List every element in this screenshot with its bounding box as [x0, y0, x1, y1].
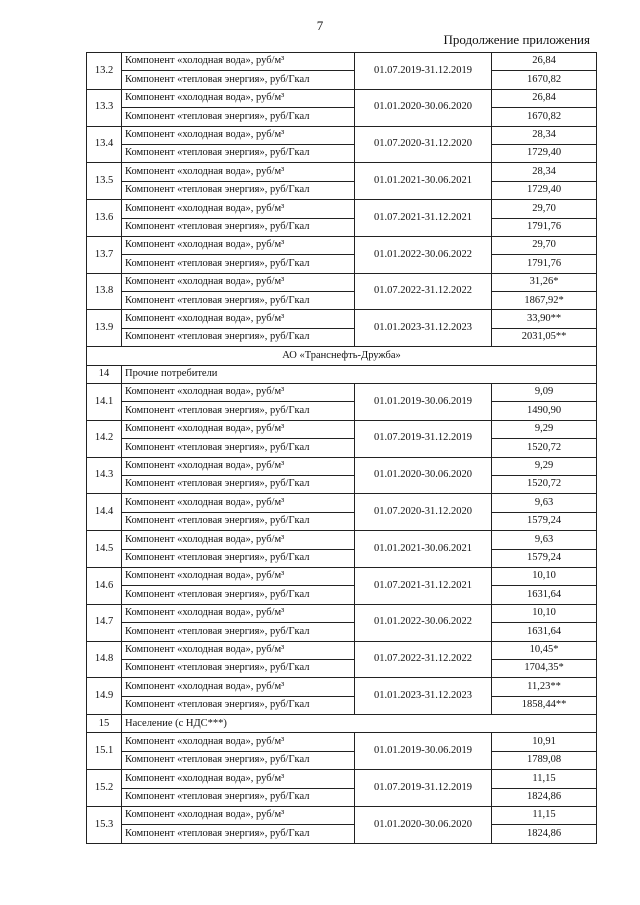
cold-water-rate: 9,63	[492, 531, 597, 549]
table-row	[87, 236, 597, 254]
heat-energy-rate: 1729,40	[492, 181, 597, 199]
cold-water-label: Компонент «холодная вода», руб/м³	[122, 604, 355, 622]
heat-energy-rate: 2031,05**	[492, 328, 597, 346]
heat-energy-rate: 1858,44**	[492, 696, 597, 714]
heat-energy-rate: 1579,24	[492, 549, 597, 567]
heat-energy-label: Компонент «тепловая энергия», руб/Гкал	[122, 788, 355, 806]
cold-water-rate: 11,15	[492, 807, 597, 825]
heat-energy-label: Компонент «тепловая энергия», руб/Гкал	[122, 623, 355, 641]
heat-energy-label: Компонент «тепловая энергия», руб/Гкал	[122, 475, 355, 493]
table-row	[87, 623, 597, 641]
table-row	[87, 807, 597, 825]
tariff-table	[86, 52, 597, 844]
cold-water-label: Компонент «холодная вода», руб/м³	[122, 89, 355, 107]
table-row	[87, 273, 597, 291]
item-number: 14.7	[87, 604, 122, 641]
item-number: 13.9	[87, 310, 122, 347]
item-number: 14.6	[87, 567, 122, 604]
table-row	[87, 475, 597, 493]
table-row	[87, 144, 597, 162]
item-number: 14.1	[87, 384, 122, 421]
heat-energy-label: Компонент «тепловая энергия», руб/Гкал	[122, 181, 355, 199]
item-number: 13.4	[87, 126, 122, 163]
category-number: 14	[87, 365, 122, 383]
period: 01.01.2023-31.12.2023	[355, 678, 492, 715]
heat-energy-label: Компонент «тепловая энергия», руб/Гкал	[122, 549, 355, 567]
category-row	[87, 365, 597, 383]
heat-energy-rate: 1704,35*	[492, 659, 597, 677]
item-number: 14.3	[87, 457, 122, 494]
heat-energy-rate: 1729,40	[492, 144, 597, 162]
heat-energy-label: Компонент «тепловая энергия», руб/Гкал	[122, 751, 355, 769]
table-row	[87, 549, 597, 567]
item-number: 15.3	[87, 807, 122, 844]
heat-energy-rate: 1490,90	[492, 402, 597, 420]
cold-water-label: Компонент «холодная вода», руб/м³	[122, 641, 355, 659]
table-row	[87, 71, 597, 89]
category-title: Население (с НДС***)	[122, 715, 597, 733]
heat-energy-rate: 1631,64	[492, 586, 597, 604]
item-number: 14.9	[87, 678, 122, 715]
cold-water-label: Компонент «холодная вода», руб/м³	[122, 770, 355, 788]
table-row	[87, 494, 597, 512]
cold-water-rate: 11,15	[492, 770, 597, 788]
table-row	[87, 310, 597, 328]
cold-water-label: Компонент «холодная вода», руб/м³	[122, 567, 355, 585]
cold-water-label: Компонент «холодная вода», руб/м³	[122, 678, 355, 696]
category-title: Прочие потребители	[122, 365, 597, 383]
cold-water-rate: 9,29	[492, 420, 597, 438]
table-row	[87, 163, 597, 181]
table-row	[87, 788, 597, 806]
cold-water-label: Компонент «холодная вода», руб/м³	[122, 200, 355, 218]
heat-energy-label: Компонент «тепловая энергия», руб/Гкал	[122, 696, 355, 714]
item-number: 15.1	[87, 733, 122, 770]
category-number: 15	[87, 715, 122, 733]
cold-water-label: Компонент «холодная вода», руб/м³	[122, 733, 355, 751]
table-row	[87, 770, 597, 788]
cold-water-label: Компонент «холодная вода», руб/м³	[122, 53, 355, 71]
cold-water-rate: 11,23**	[492, 678, 597, 696]
cold-water-rate: 10,91	[492, 733, 597, 751]
table-row	[87, 328, 597, 346]
cold-water-label: Компонент «холодная вода», руб/м³	[122, 384, 355, 402]
cold-water-rate: 9,63	[492, 494, 597, 512]
period: 01.01.2019-30.06.2019	[355, 384, 492, 421]
item-number: 13.3	[87, 89, 122, 126]
period: 01.07.2021-31.12.2021	[355, 567, 492, 604]
heat-energy-rate: 1579,24	[492, 512, 597, 530]
period: 01.01.2021-30.06.2021	[355, 531, 492, 568]
table-row	[87, 696, 597, 714]
table-row	[87, 733, 597, 751]
period: 01.07.2022-31.12.2022	[355, 641, 492, 678]
table-row	[87, 292, 597, 310]
heat-energy-label: Компонент «тепловая энергия», руб/Гкал	[122, 71, 355, 89]
table-row	[87, 641, 597, 659]
table-row	[87, 512, 597, 530]
period: 01.01.2020-30.06.2020	[355, 457, 492, 494]
table-row	[87, 181, 597, 199]
cold-water-label: Компонент «холодная вода», руб/м³	[122, 273, 355, 291]
heat-energy-label: Компонент «тепловая энергия», руб/Гкал	[122, 328, 355, 346]
cold-water-rate: 33,90**	[492, 310, 597, 328]
table-row	[87, 751, 597, 769]
table-row	[87, 384, 597, 402]
heat-energy-label: Компонент «тепловая энергия», руб/Гкал	[122, 402, 355, 420]
cold-water-label: Компонент «холодная вода», руб/м³	[122, 494, 355, 512]
cold-water-rate: 29,70	[492, 200, 597, 218]
period: 01.07.2020-31.12.2020	[355, 494, 492, 531]
table-row	[87, 108, 597, 126]
table-row	[87, 439, 597, 457]
heat-energy-label: Компонент «тепловая энергия», руб/Гкал	[122, 144, 355, 162]
item-number: 15.2	[87, 770, 122, 807]
table-row	[87, 126, 597, 144]
table-row	[87, 89, 597, 107]
table-row	[87, 200, 597, 218]
table-row	[87, 586, 597, 604]
table-row	[87, 678, 597, 696]
heat-energy-label: Компонент «тепловая энергия», руб/Гкал	[122, 439, 355, 457]
cold-water-label: Компонент «холодная вода», руб/м³	[122, 163, 355, 181]
page-number: 7	[316, 18, 324, 33]
cold-water-label: Компонент «холодная вода», руб/м³	[122, 807, 355, 825]
table-row	[87, 659, 597, 677]
continuation-caption: Продолжение приложения	[443, 32, 590, 47]
item-number: 14.8	[87, 641, 122, 678]
heat-energy-label: Компонент «тепловая энергия», руб/Гкал	[122, 512, 355, 530]
cold-water-rate: 26,84	[492, 53, 597, 71]
heat-energy-label: Компонент «тепловая энергия», руб/Гкал	[122, 659, 355, 677]
org-header-row	[87, 347, 597, 365]
table-row	[87, 604, 597, 622]
heat-energy-rate: 1824,86	[492, 788, 597, 806]
organization-name: АО «Транснефть-Дружба»	[87, 347, 597, 365]
period: 01.07.2019-31.12.2019	[355, 770, 492, 807]
tariff-table-body	[87, 53, 597, 844]
cold-water-label: Компонент «холодная вода», руб/м³	[122, 531, 355, 549]
heat-energy-label: Компонент «тепловая энергия», руб/Гкал	[122, 255, 355, 273]
cold-water-rate: 9,29	[492, 457, 597, 475]
heat-energy-rate: 1670,82	[492, 108, 597, 126]
heat-energy-rate: 1520,72	[492, 475, 597, 493]
heat-energy-rate: 1520,72	[492, 439, 597, 457]
cold-water-rate: 10,10	[492, 604, 597, 622]
cold-water-rate: 29,70	[492, 236, 597, 254]
item-number: 13.8	[87, 273, 122, 310]
heat-energy-rate: 1791,76	[492, 255, 597, 273]
heat-energy-rate: 1670,82	[492, 71, 597, 89]
period: 01.01.2020-30.06.2020	[355, 89, 492, 126]
cold-water-rate: 26,84	[492, 89, 597, 107]
cold-water-label: Компонент «холодная вода», руб/м³	[122, 310, 355, 328]
cold-water-label: Компонент «холодная вода», руб/м³	[122, 457, 355, 475]
cold-water-label: Компонент «холодная вода», руб/м³	[122, 236, 355, 254]
item-number: 13.2	[87, 53, 122, 90]
heat-energy-label: Компонент «тепловая энергия», руб/Гкал	[122, 825, 355, 843]
heat-energy-label: Компонент «тепловая энергия», руб/Гкал	[122, 292, 355, 310]
item-number: 14.5	[87, 531, 122, 568]
item-number: 13.6	[87, 200, 122, 237]
period: 01.01.2023-31.12.2023	[355, 310, 492, 347]
item-number: 14.2	[87, 420, 122, 457]
period: 01.01.2019-30.06.2019	[355, 733, 492, 770]
table-row	[87, 567, 597, 585]
period: 01.01.2022-30.06.2022	[355, 604, 492, 641]
table-row	[87, 457, 597, 475]
table-row	[87, 402, 597, 420]
item-number: 14.4	[87, 494, 122, 531]
heat-energy-rate: 1631,64	[492, 623, 597, 641]
table-row	[87, 218, 597, 236]
cold-water-label: Компонент «холодная вода», руб/м³	[122, 420, 355, 438]
cold-water-rate: 10,45*	[492, 641, 597, 659]
period: 01.07.2019-31.12.2019	[355, 53, 492, 90]
cold-water-rate: 10,10	[492, 567, 597, 585]
item-number: 13.7	[87, 236, 122, 273]
item-number: 13.5	[87, 163, 122, 200]
period: 01.01.2022-30.06.2022	[355, 236, 492, 273]
category-row	[87, 715, 597, 733]
cold-water-rate: 28,34	[492, 126, 597, 144]
table-row	[87, 420, 597, 438]
cold-water-label: Компонент «холодная вода», руб/м³	[122, 126, 355, 144]
table-row	[87, 53, 597, 71]
heat-energy-rate: 1789,08	[492, 751, 597, 769]
heat-energy-rate: 1824,86	[492, 825, 597, 843]
period: 01.07.2022-31.12.2022	[355, 273, 492, 310]
period: 01.07.2020-31.12.2020	[355, 126, 492, 163]
period: 01.01.2021-30.06.2021	[355, 163, 492, 200]
period: 01.01.2020-30.06.2020	[355, 807, 492, 844]
table-row	[87, 531, 597, 549]
cold-water-rate: 28,34	[492, 163, 597, 181]
heat-energy-rate: 1791,76	[492, 218, 597, 236]
table-row	[87, 825, 597, 843]
heat-energy-rate: 1867,92*	[492, 292, 597, 310]
cold-water-rate: 9,09	[492, 384, 597, 402]
period: 01.07.2021-31.12.2021	[355, 200, 492, 237]
heat-energy-label: Компонент «тепловая энергия», руб/Гкал	[122, 586, 355, 604]
cold-water-rate: 31,26*	[492, 273, 597, 291]
heat-energy-label: Компонент «тепловая энергия», руб/Гкал	[122, 218, 355, 236]
table-row	[87, 255, 597, 273]
period: 01.07.2019-31.12.2019	[355, 420, 492, 457]
heat-energy-label: Компонент «тепловая энергия», руб/Гкал	[122, 108, 355, 126]
